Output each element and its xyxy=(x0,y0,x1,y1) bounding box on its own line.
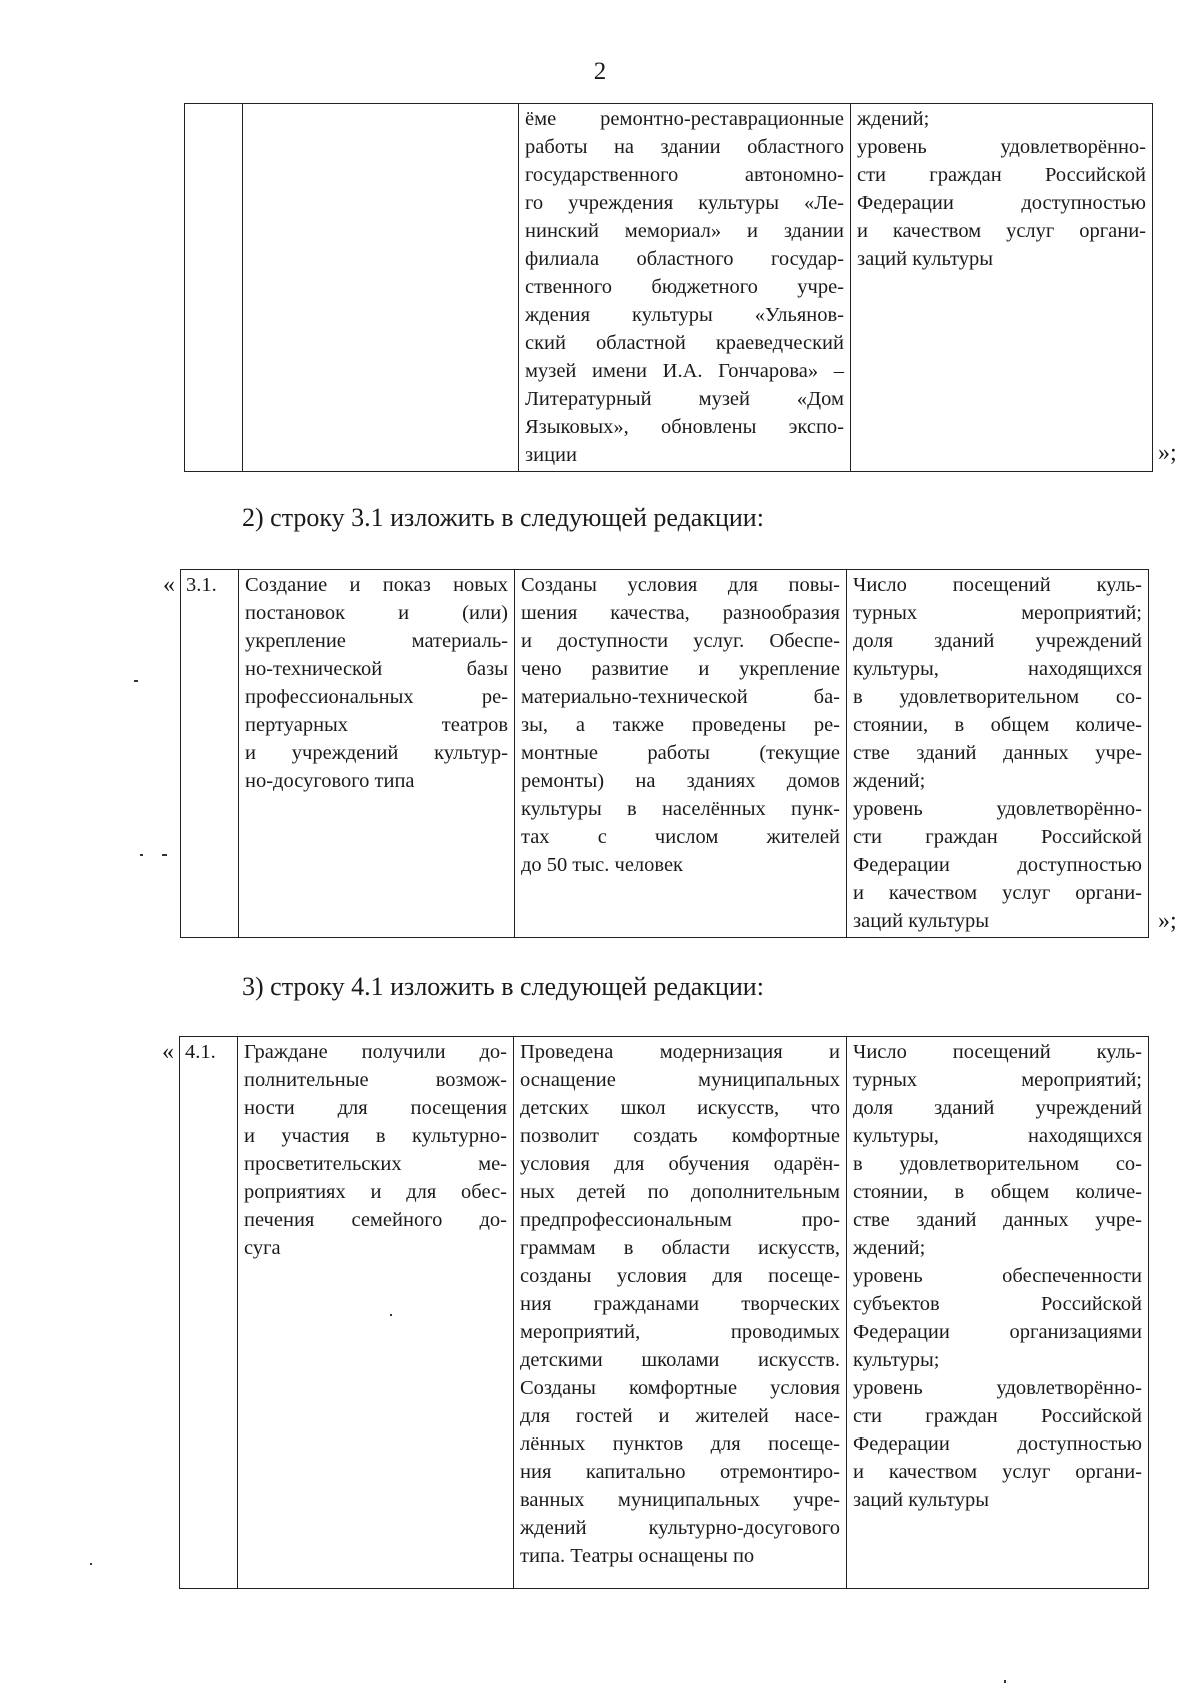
cell-text-line: филиала областного государ- xyxy=(525,248,844,270)
cell-text-line: до 50 тыс. человек xyxy=(521,854,684,876)
page-number: 2 xyxy=(593,58,607,85)
cell-text-line: Созданы условия для повы- xyxy=(521,574,840,596)
cell-text-line: нинский мемориал» и здании xyxy=(525,220,844,242)
cell-number xyxy=(185,104,243,472)
cell-text-line: уровень обеспеченности xyxy=(853,1265,1142,1287)
table-row-3-1 xyxy=(180,569,1149,938)
table-row-4-1 xyxy=(179,1036,1149,1589)
cell-result xyxy=(514,1037,847,1589)
cell-text-line: ванных муниципальных учре- xyxy=(520,1489,840,1511)
cell-text-line: ственного бюджетного учре- xyxy=(525,276,844,298)
scan-speck xyxy=(390,1314,392,1316)
cell-text-line: сти граждан Российской xyxy=(853,826,1142,848)
cell-text-line: государственного автономно- xyxy=(525,164,844,186)
cell-text-line: турных мероприятий; xyxy=(853,602,1142,624)
cell-text-line: шения качества, разнообразия xyxy=(521,602,840,624)
cell-text-line: и качеством услуг органи- xyxy=(853,1461,1142,1483)
cell-text-line: и участия в культурно- xyxy=(244,1125,507,1147)
cell-result xyxy=(519,104,851,472)
cell-text-line: го учреждения культуры «Ле- xyxy=(525,192,844,214)
cell-text-line: ёме ремонтно-реставрационные xyxy=(525,108,844,130)
cell-text-line: Федерации доступностью xyxy=(853,1433,1142,1455)
cell-text-line: монтные работы (текущие xyxy=(521,742,840,764)
cell-text-line: стве зданий данных учре- xyxy=(853,742,1142,764)
opening-quote: « xyxy=(162,1039,174,1065)
cell-text-line: Федерации организациями xyxy=(853,1321,1142,1343)
cell-text-line: позволит создать комфортные xyxy=(520,1125,840,1147)
cell-text-line: зы, а также проведены ре- xyxy=(521,714,840,736)
cell-text-line: турных мероприятий; xyxy=(853,1069,1142,1091)
cell-text-line: граммам в области искусств, xyxy=(520,1237,840,1259)
cell-text-line: и качеством услуг органи- xyxy=(853,882,1142,904)
cell-text-line: просветительских ме- xyxy=(244,1153,507,1175)
table-continuation xyxy=(184,103,1153,472)
cell-text-line: лённых пунктов для посеще- xyxy=(520,1433,840,1455)
instruction-row-4-1: 3) строку 4.1 изложить в следующей редакции: xyxy=(242,972,764,1001)
cell-text-line: сти граждан Российской xyxy=(857,164,1146,186)
table-row xyxy=(181,570,1149,938)
cell-text-line: культуры, находящихся xyxy=(853,1125,1142,1147)
cell-text-line: ности для посещения xyxy=(244,1097,507,1119)
cell-text-line: и учреждений культур- xyxy=(245,742,508,764)
cell-text-line: оснащение муниципальных xyxy=(520,1069,840,1091)
cell-task xyxy=(239,570,515,938)
cell-text-line: музей имени И.А. Гончарова» – xyxy=(525,360,844,382)
cell-text-line: заций культуры xyxy=(853,910,990,932)
cell-text-line: в удовлетворительном со- xyxy=(853,686,1142,708)
instruction-row-3-1: 2) строку 3.1 изложить в следующей редакции: xyxy=(242,503,764,532)
cell-text-line: ремонты) на зданиях домов xyxy=(521,770,840,792)
cell-number: 4.1. xyxy=(180,1037,238,1589)
cell-text-line: ждений; xyxy=(853,1237,926,1259)
cell-number: 3.1. xyxy=(181,570,239,938)
closing-quote: »; xyxy=(1158,440,1177,466)
cell-task xyxy=(238,1037,514,1589)
cell-text-line: сти граждан Российской xyxy=(853,1405,1142,1427)
cell-text-line: уровень удовлетворённо- xyxy=(853,798,1142,820)
cell-text-line: ждений; xyxy=(857,108,930,130)
cell-text-line: типа. Театры оснащены по xyxy=(520,1545,755,1567)
cell-text-line: профессиональных ре- xyxy=(245,686,508,708)
cell-text-line: в удовлетворительном со- xyxy=(853,1153,1142,1175)
cell-result xyxy=(515,570,847,938)
cell-text-line: Создание и показ новых xyxy=(245,574,508,596)
table-row xyxy=(185,104,1153,472)
cell-indicator xyxy=(847,1037,1149,1589)
scan-speck xyxy=(90,1563,92,1565)
cell-text-line: мероприятий, проводимых xyxy=(520,1321,840,1343)
scan-speck xyxy=(1004,1680,1006,1683)
cell-text-line: культуры, находящихся xyxy=(853,658,1142,680)
cell-text-line: печения семейного до- xyxy=(244,1209,507,1231)
cell-text-line: ский областной краеведческий xyxy=(525,332,844,354)
cell-text-line: культуры; xyxy=(853,1349,940,1371)
cell-text-line: условия для обучения одарён- xyxy=(520,1153,840,1175)
cell-text-line: зиции xyxy=(525,444,577,466)
cell-text-line: доля зданий учреждений xyxy=(853,630,1142,652)
cell-text-line: но-досугового типа xyxy=(245,770,415,792)
cell-text-line: Языковых», обновлены экспо- xyxy=(525,416,844,438)
cell-text-line: чено развитие и укрепление xyxy=(521,658,840,680)
cell-text-line: суга xyxy=(244,1237,281,1259)
cell-text-line: ных детей по дополнительным xyxy=(520,1181,840,1203)
cell-text-line: стоянии, в общем количе- xyxy=(853,714,1142,736)
scan-speck xyxy=(134,680,138,682)
cell-text-line: детскими школами искусств. xyxy=(520,1349,840,1371)
opening-quote: « xyxy=(163,572,175,598)
cell-text-line: Число посещений куль- xyxy=(853,1041,1142,1063)
cell-text-line: Федерации доступностью xyxy=(857,192,1146,214)
cell-text-line: уровень удовлетворённо- xyxy=(857,136,1146,158)
cell-text-line: Проведена модернизация и xyxy=(520,1041,840,1063)
cell-text-line: постановок и (или) xyxy=(245,602,508,624)
cell-text-line: ждений; xyxy=(853,770,926,792)
cell-text-line: пертуарных театров xyxy=(245,714,508,736)
cell-text-line: материально-технической ба- xyxy=(521,686,840,708)
cell-text-line: ния капитально отремонтиро- xyxy=(520,1461,840,1483)
cell-text-line: укрепление материаль- xyxy=(245,630,508,652)
closing-quote: »; xyxy=(1158,908,1177,934)
cell-text-line: культуры в населённых пунк- xyxy=(521,798,840,820)
cell-text-line: для гостей и жителей насе- xyxy=(520,1405,840,1427)
scan-speck xyxy=(140,854,143,856)
cell-text-line: детских школ искусств, что xyxy=(520,1097,840,1119)
cell-text-line: ждений культурно-досугового xyxy=(520,1517,840,1539)
cell-text-line: субъектов Российской xyxy=(853,1293,1142,1315)
cell-text-line: стве зданий данных учре- xyxy=(853,1209,1142,1231)
cell-task xyxy=(243,104,519,472)
cell-indicator xyxy=(851,104,1153,472)
cell-text-line: уровень удовлетворённо- xyxy=(853,1377,1142,1399)
cell-text-line: Литературный музей «Дом xyxy=(525,388,844,410)
cell-text-line: и качеством услуг органи- xyxy=(857,220,1146,242)
cell-text-line: но-технической базы xyxy=(245,658,508,680)
cell-text-line: ния гражданами творческих xyxy=(520,1293,840,1315)
cell-text-line: полнительные возмож- xyxy=(244,1069,507,1091)
table-row xyxy=(180,1037,1149,1589)
cell-text-line: заций культуры xyxy=(857,248,994,270)
cell-text-line: предпрофессиональным про- xyxy=(520,1209,840,1231)
cell-text-line: доля зданий учреждений xyxy=(853,1097,1142,1119)
cell-text-line: созданы условия для посеще- xyxy=(520,1265,840,1287)
cell-indicator xyxy=(847,570,1149,938)
cell-text-line: Созданы комфортные условия xyxy=(520,1377,840,1399)
scan-speck xyxy=(162,854,167,856)
cell-text-line: роприятиях и для обес- xyxy=(244,1181,507,1203)
cell-text-line: Федерации доступностью xyxy=(853,854,1142,876)
cell-text-line: и доступности услуг. Обеспе- xyxy=(521,630,840,652)
cell-text-line: Граждане получили до- xyxy=(244,1041,507,1063)
cell-text-line: работы на здании областного xyxy=(525,136,844,158)
cell-text-line: ждения культуры «Ульянов- xyxy=(525,304,844,326)
cell-text-line: заций культуры xyxy=(853,1489,990,1511)
cell-text-line: Число посещений куль- xyxy=(853,574,1142,596)
cell-text-line: стоянии, в общем количе- xyxy=(853,1181,1142,1203)
cell-text-line: тах с числом жителей xyxy=(521,826,840,848)
